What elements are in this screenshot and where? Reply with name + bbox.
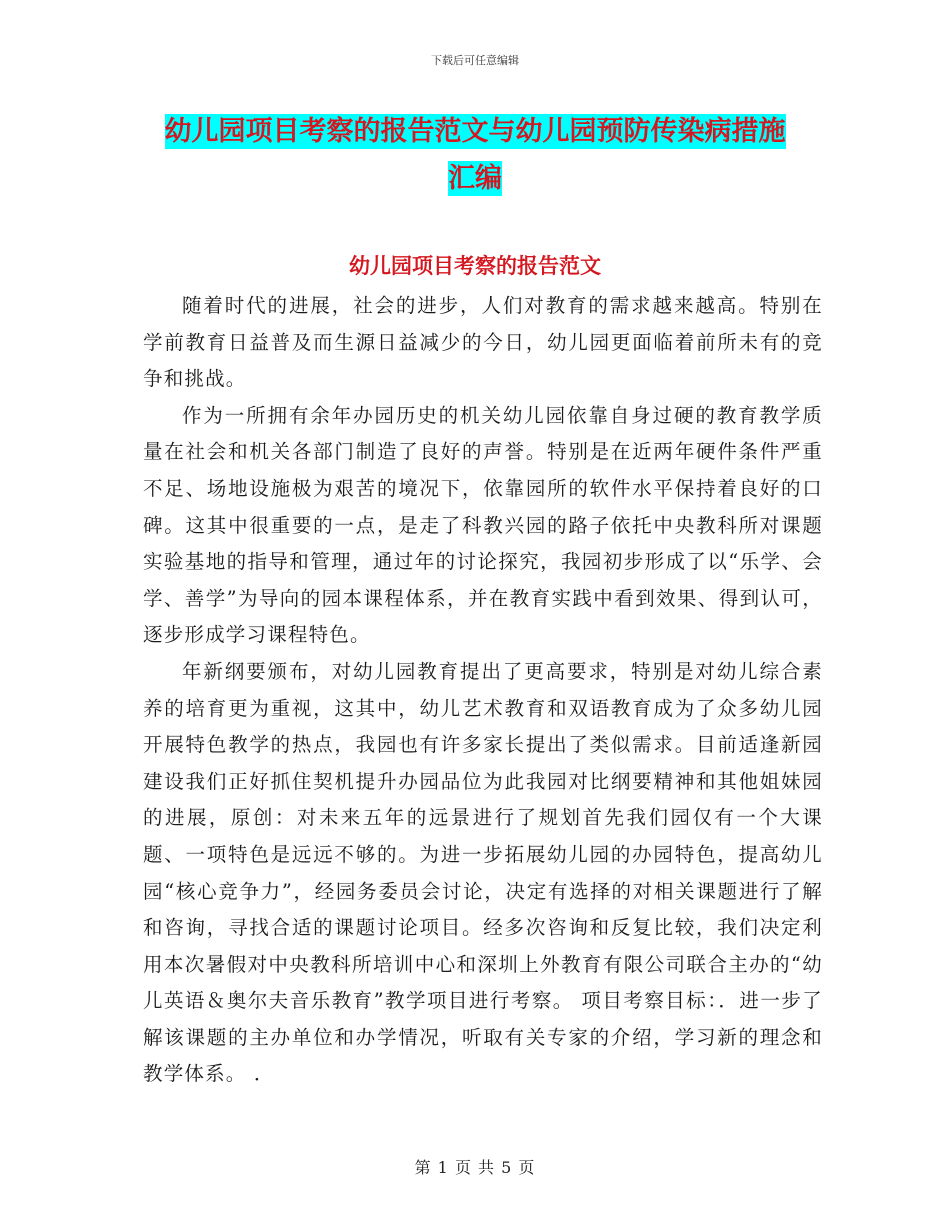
document-title [150,108,800,202]
section-title: 幼儿园项目考察的报告范文 [349,254,601,278]
page-footer: 第 1 页 共 5 页 [414,1158,536,1177]
header-note: 下载后可任意编辑 [431,54,519,67]
document-body [143,288,823,1093]
paragraph: 作为一所拥有余年办园历史的机关幼儿园依靠自身过硬的教育教学质量在社会和机关各部门制造了良好的声誉。特别是在近两年硬件条件严重不足、场地设施极为艰苦的境况下，依靠园所的软件水平保持着良好的口碑。这其中很重要的一点，是走了科教兴园的路子依托中央教科所对课题实验基地的指导和管理，通过年的讨论探究，我园初步形成了以“乐学、会学、善学”为导向的园本课程体系，并在教育实践中看到效果、得到认可，逐步形成学习课程特色。 [143,403,823,647]
document-title-line2: 汇编 [448,163,502,194]
document-title-line1: 幼儿园项目考察的报告范文与幼儿园预防传染病措施 [164,116,786,147]
paragraph: 年新纲要颁布，对幼儿园教育提出了更高要求，特别是对幼儿综合素养的培育更为重视，这其中，幼儿艺术教育和双语教育成为了众多幼儿园开展特色教学的热点，我园也有许多家长提出了类似需求。目前适逢新园建设我们正好抓住契机提升办园品位为此我园对比纲要精神和其他姐妹园的进展，原创：对未来五年的远景进行了规划首先我们园仅有一个大课题、一项特色是远远不够的。为进一步拓展幼儿园的办园特色，提高幼儿园“核心竞争力”，经园务委员会讨论，决定有选择的对相关课题进行了解和咨询，寻找合适的课题讨论项目。经多次咨询和反复比较，我们决定利用本次暑假对中央教科所培训中心和深圳上外教育有限公司联合主办的“幼儿英语＆奥尔夫音乐教育”教学项目进行考察。 项目考察目标：．进一步了解该课题的主办单位和办学情况，听取有关专家的介绍，学习新的理念和教学体系。 ． [143,659,823,1086]
paragraph: 随着时代的进展，社会的进步，人们对教育的需求越来越高。特别在学前教育日益普及而生源日益减少的今日，幼儿园更面临着前所未有的竞争和挑战。 [143,294,823,391]
